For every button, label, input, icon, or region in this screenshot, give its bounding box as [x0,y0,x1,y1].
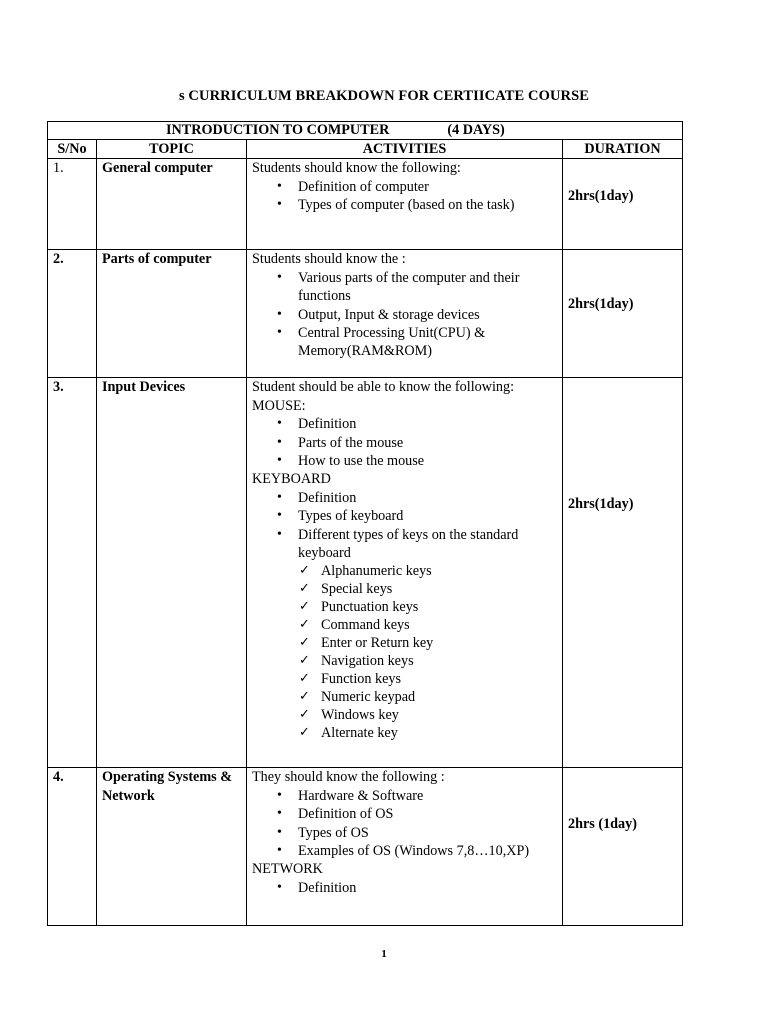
list-item: • Definition [298,489,557,507]
row-duration: 2hrs(1day) [563,159,683,250]
row-duration: 2hrs(1day) [563,250,683,378]
row-topic: Parts of computer [97,250,247,378]
network-list [252,879,557,897]
activities-intro: Students should know the : [252,251,406,268]
list-item: ✓ Navigation keys [321,652,557,670]
list-item: ✓ Numeric keypad [321,688,557,706]
list-item: ✓ Special keys [321,580,557,598]
section-banner [48,122,683,140]
list-item: • Output, Input & storage devices [298,306,557,324]
list-item: • Definition of OS [298,805,557,823]
section-title: INTRODUCTION TO COMPUTER [166,122,390,138]
header-activities: ACTIVITIES [247,140,563,159]
list-item: • Different types of keys on the standard keyboard [298,526,557,563]
header-duration: DURATION [563,140,683,159]
header-row [48,140,683,159]
activities-intro: Students should know the following: [252,160,461,177]
network-heading: NETWORK [252,861,323,878]
list-item: • Definition of computer [298,178,557,196]
list-item: ✓ Alternate key [321,724,557,742]
row-sno: 3. [48,378,97,768]
list-item: ✓ Enter or Return key [321,634,557,652]
row-activities [247,250,563,378]
row-activities [247,159,563,250]
list-item: • Central Processing Unit(CPU) & Memory(RAM&ROM) [298,324,557,361]
list-item: • Types of keyboard [298,507,557,525]
list-item: • Hardware & Software [298,787,557,805]
row-sno: 4. [48,768,97,926]
row-activities [247,378,563,768]
section-banner-row [48,122,683,140]
list-item: • Various parts of the computer and their functions [298,269,557,306]
mouse-heading: MOUSE: [252,397,306,414]
list-item: • Parts of the mouse [298,434,557,452]
row-duration: 2hrs(1day) [563,378,683,768]
list-item: ✓ Command keys [321,616,557,634]
row-duration: 2hrs (1day) [563,768,683,926]
activities-list [252,269,557,361]
row-topic: General computer [97,159,247,250]
section-days: (4 DAYS) [447,122,505,138]
list-item: • Definition [298,415,557,433]
list-item: • How to use the mouse [298,452,557,470]
activities-list [252,787,557,861]
list-item: • Examples of OS (Windows 7,8…10,XP) [298,842,557,860]
list-item: ✓ Punctuation keys [321,598,557,616]
list-item: ✓ Windows key [321,706,557,724]
key-types-list [252,562,557,742]
row-sno: 1. [48,159,97,250]
table-row [48,159,683,250]
header-sno: S/No [48,140,97,159]
list-item: ✓ Function keys [321,670,557,688]
activities-intro: Student should be able to know the following: [252,379,515,396]
row-topic: Input Devices [97,378,247,768]
list-item: • Types of OS [298,824,557,842]
activities-intro: They should know the following : [252,769,445,786]
row-activities [247,768,563,926]
document-title: s CURRICULUM BREAKDOWN FOR CERTIICATE COURSE [178,88,590,104]
list-item: • Types of computer (based on the task) [298,196,557,214]
keyboard-list [252,489,557,563]
list-item: ✓ Alphanumeric keys [321,562,557,580]
row-topic: Operating Systems & Network [97,768,247,926]
list-item: • Definition [298,879,557,897]
table-row [48,768,683,926]
curriculum-table [47,121,683,926]
keyboard-heading: KEYBOARD [252,471,331,488]
page-number: 1 [381,948,387,960]
mouse-list [252,415,557,470]
table-row [48,250,683,378]
activities-list [252,178,557,215]
table-row [48,378,683,768]
row-sno: 2. [48,250,97,378]
header-topic: TOPIC [97,140,247,159]
